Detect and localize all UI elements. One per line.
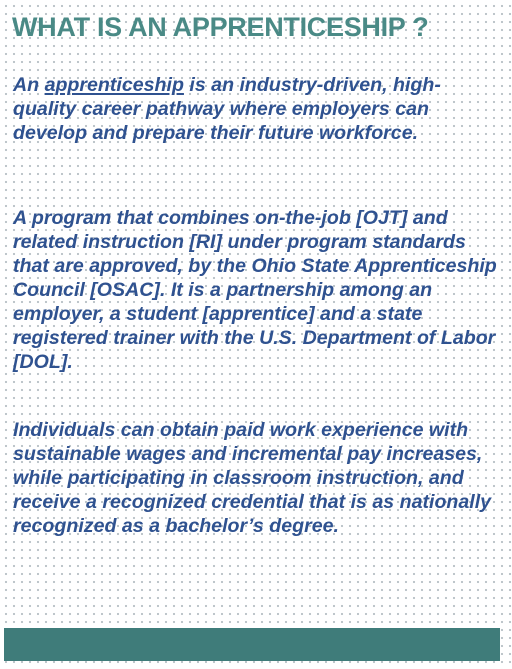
benefits-paragraph: Individuals can obtain paid work experience with sustainable wages and incremental pay increases, while participating in classroom instruction, and receive a recognized credential that is as nationally recognized as a bachelor’s degree. [13,419,492,537]
definition-suffix: is an industry-driven, high-quality career pathway where employers can develop and prepare their future workforce. [13,74,441,144]
program-paragraph: A program that combines on-the-job [OJT] and related instruction [RI] under program standards that are approved, by the Ohio State Apprenticeship Council [OSAC]. It is a partnership among an employer, a student [apprentice] and a state registered trainer with the U.S. Department of Labor [DOL]. [13,207,497,373]
definition-paragraph [13,73,475,145]
definition-prefix: An [13,74,45,96]
apprenticeship-link[interactable]: apprenticeship [44,74,184,96]
footer-bar [4,628,500,661]
page-title: WHAT IS AN APPRENTICESHIP ? [12,12,429,42]
